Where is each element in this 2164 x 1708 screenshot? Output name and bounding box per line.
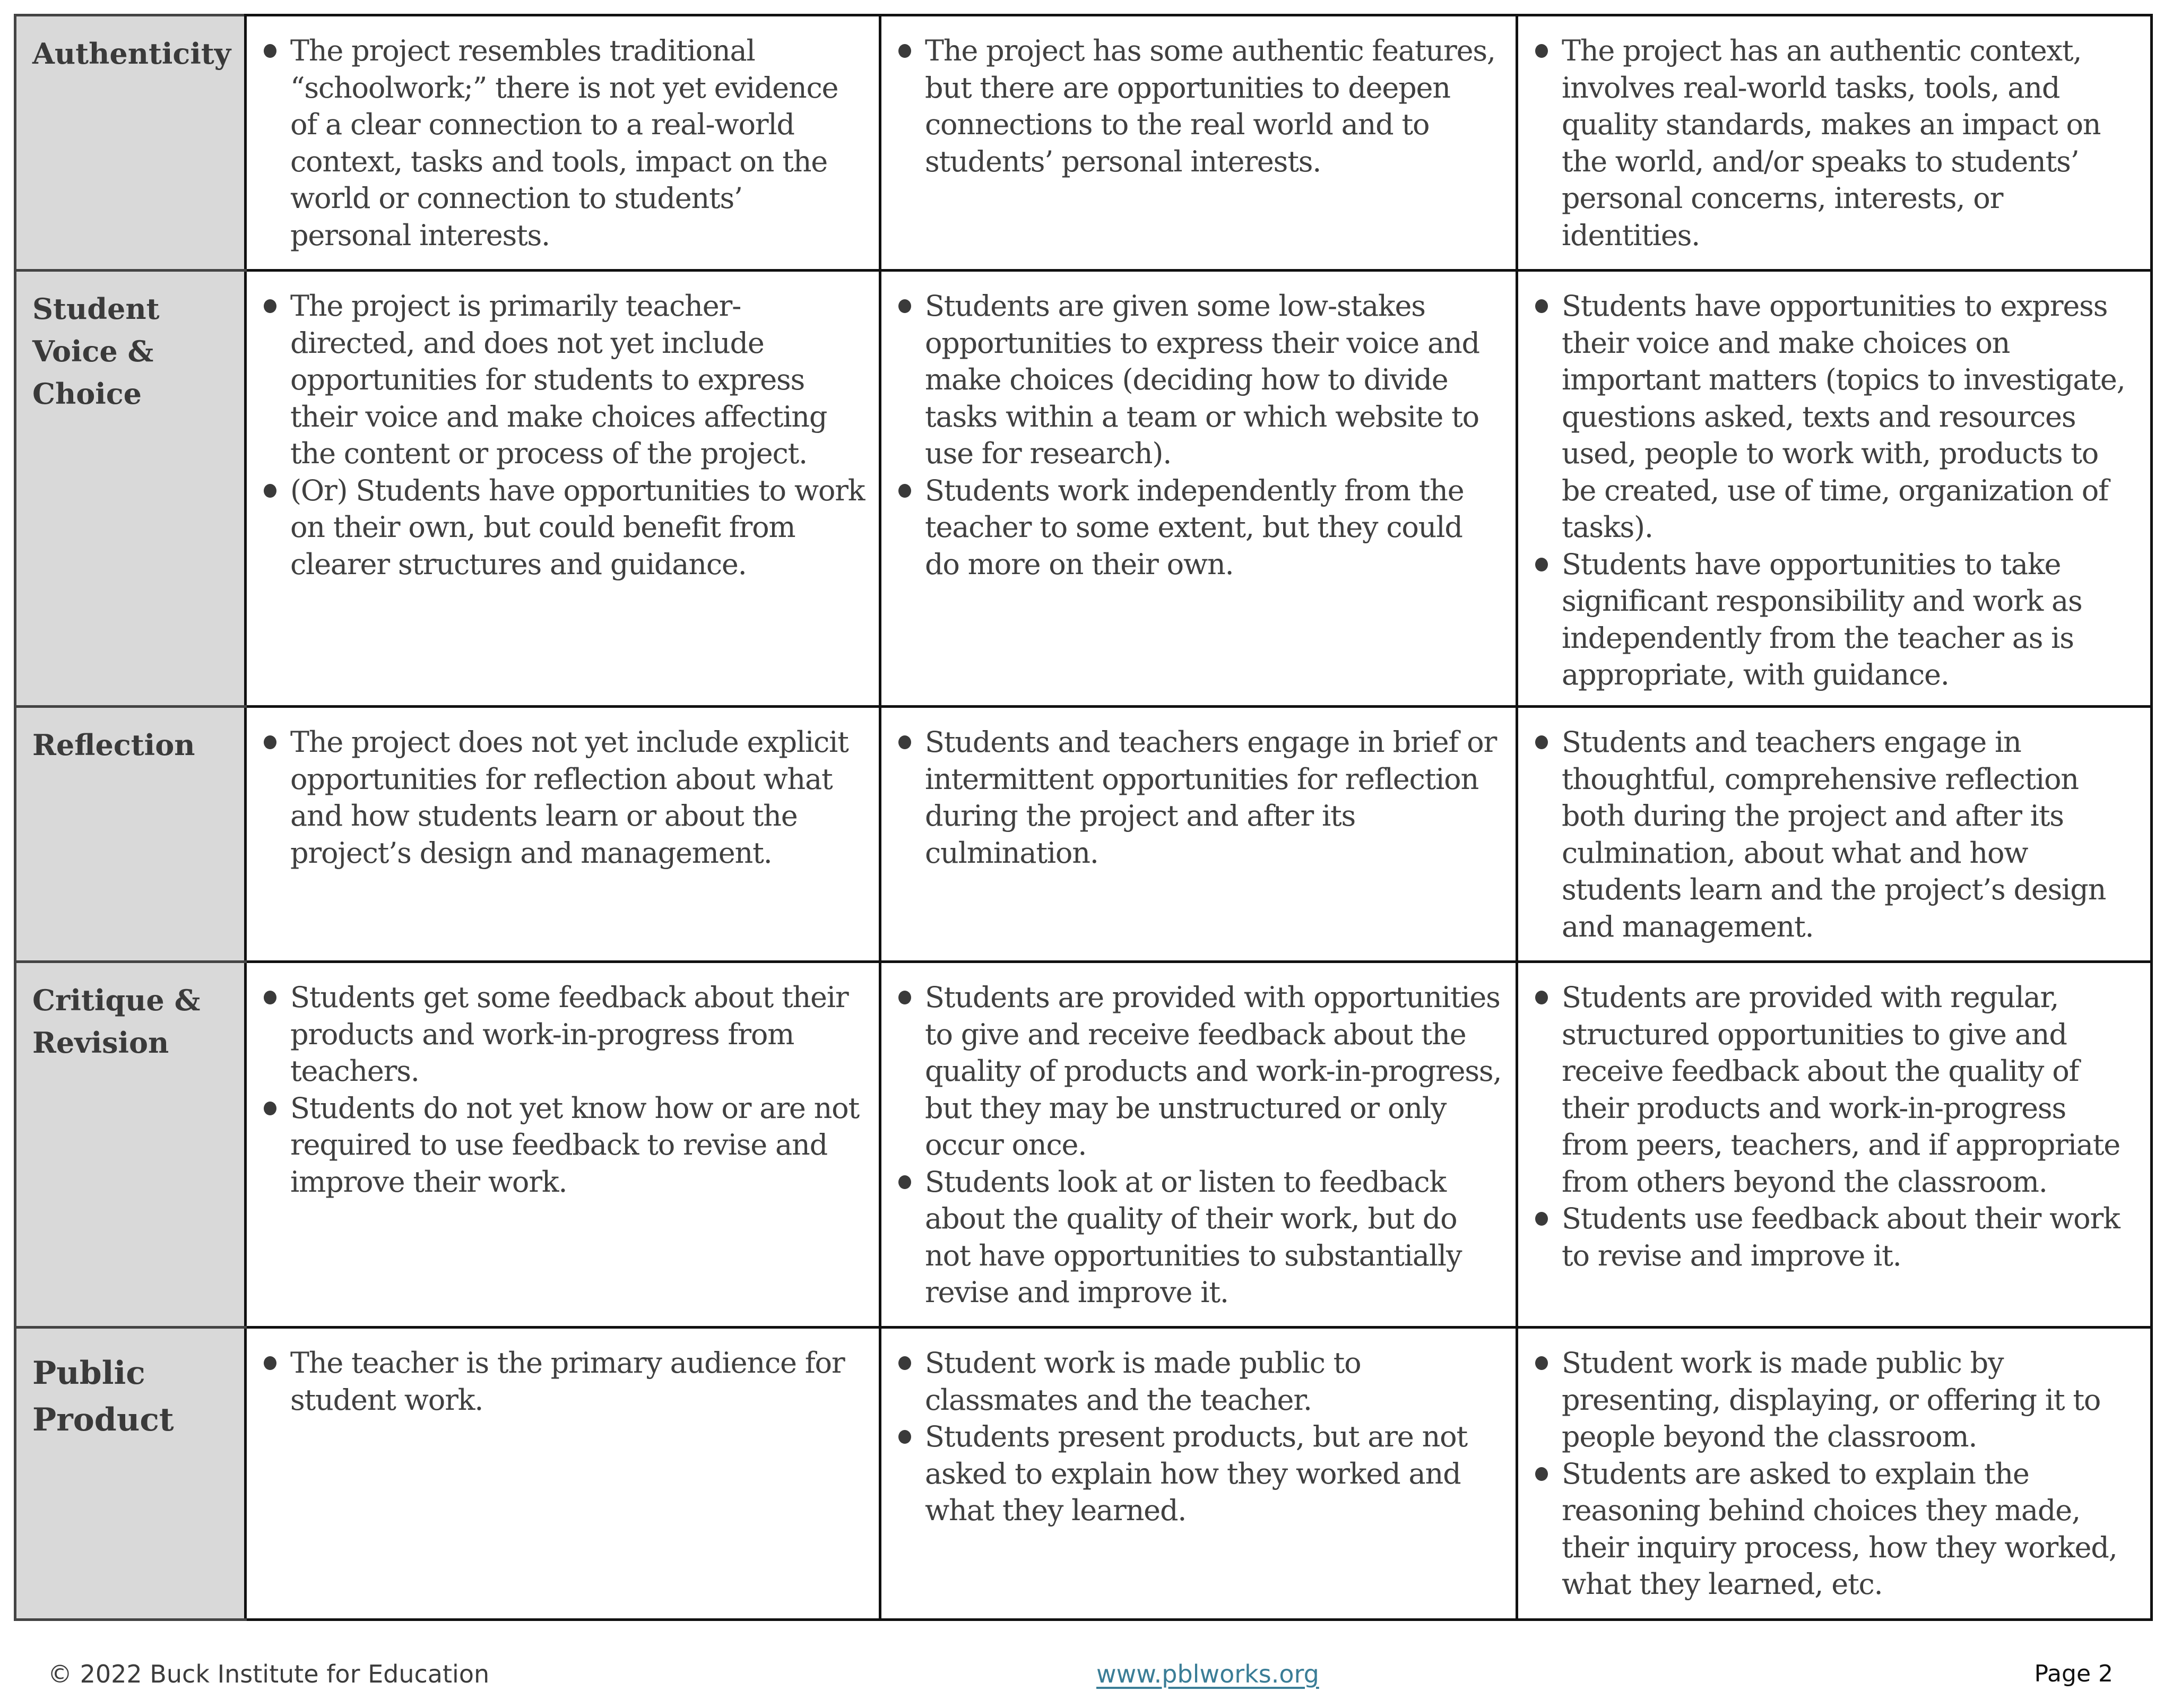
list-item: (Or) Students have opportunities to work on their own, but could benefit from clearer structures and guidance. xyxy=(263,472,865,583)
level-cell-2 xyxy=(880,1328,1517,1620)
level-cell-3 xyxy=(1517,962,2152,1328)
criterion-cell xyxy=(15,1328,246,1620)
list-item: Students do not yet know how or are not required to use feedback to revise and improve their work. xyxy=(263,1090,865,1201)
bullet-icon xyxy=(264,1356,276,1370)
list-item: The project resembles traditional “schoolwork;” there is not yet evidence of a clear connection to a real-world context, tasks and tools, impact on the world or connection to students’ personal interests. xyxy=(263,32,865,254)
rubric-table xyxy=(14,14,2153,1621)
bullet-icon xyxy=(898,484,911,498)
level-cell-2 xyxy=(880,271,1517,707)
list-item: Students get some feedback about their products and work-in-progress from teachers. xyxy=(263,979,865,1090)
bullet-icon xyxy=(1535,1356,1548,1370)
list-item: Students work independently from the teacher to some extent, but they could do more on their own. xyxy=(897,472,1502,583)
list-item: Students have opportunities to take significant responsibility and work as independently from the teacher as is appropriate, with guidance. xyxy=(1534,546,2136,693)
rubric-row-student-voice-choice xyxy=(15,271,2152,707)
rubric-row-public-product xyxy=(15,1328,2152,1620)
bullet-icon xyxy=(898,991,911,1004)
level-cell-2 xyxy=(880,707,1517,962)
bullet-icon xyxy=(898,1175,911,1189)
rubric-row-reflection xyxy=(15,707,2152,962)
bullet-icon xyxy=(264,44,276,58)
level-cell-1 xyxy=(246,1328,880,1620)
bullet-icon xyxy=(264,735,276,749)
list-item: The project is primarily teacher-directed, and does not yet include opportunities for students to express their voice and make choices affecting the content or process of the project. xyxy=(263,288,865,472)
level-cell-3 xyxy=(1517,707,2152,962)
level-cell-2 xyxy=(880,15,1517,271)
list-item: The project has some authentic features, but there are opportunities to deepen connections to the real world and to students’ personal interests. xyxy=(897,32,1502,180)
bullet-icon xyxy=(898,44,911,58)
bullet-icon xyxy=(264,991,276,1004)
criterion-label: Public Product xyxy=(32,1355,174,1438)
bullet-icon xyxy=(1535,44,1548,58)
list-item: Students and teachers engage in brief or intermittent opportunities for reflection during the project and after its culmination. xyxy=(897,724,1502,871)
bullet-icon xyxy=(264,299,276,313)
rubric-row-authenticity xyxy=(15,15,2152,271)
bullet-icon xyxy=(898,735,911,749)
level-cell-3 xyxy=(1517,1328,2152,1620)
criterion-cell xyxy=(15,707,246,962)
copyright-text: © 2022 Buck Institute for Education xyxy=(48,1660,490,1688)
website-link[interactable]: www.pblworks.org xyxy=(1096,1660,1319,1688)
bullet-icon xyxy=(1535,299,1548,313)
list-item: Students and teachers engage in thoughtful, comprehensive reflection both during the project and after its culmination, about what and how students learn and the project’s design and management. xyxy=(1534,724,2136,945)
list-item: The teacher is the primary audience for student work. xyxy=(263,1345,865,1418)
list-item: Students are given some low-stakes opportunities to express their voice and make choices (deciding how to divide tasks within a team or which website to use for research). xyxy=(897,288,1502,472)
level-cell-1 xyxy=(246,707,880,962)
list-item: Students look at or listen to feedback about the quality of their work, but do not have opportunities to substantially revise and improve it. xyxy=(897,1164,1502,1311)
bullet-icon xyxy=(264,484,276,498)
bullet-icon xyxy=(1535,1467,1548,1481)
level-cell-1 xyxy=(246,15,880,271)
list-item: The project has an authentic context, involves real-world tasks, tools, and quality standards, makes an impact on the world, and/or speaks to students’ personal concerns, interests, or identities. xyxy=(1534,32,2136,254)
level-cell-1 xyxy=(246,962,880,1328)
bullet-icon xyxy=(1535,735,1548,749)
bullet-icon xyxy=(898,299,911,313)
bullet-icon xyxy=(898,1430,911,1444)
level-cell-3 xyxy=(1517,271,2152,707)
bullet-icon xyxy=(1535,991,1548,1004)
page-footer xyxy=(0,1655,2164,1693)
level-cell-2 xyxy=(880,962,1517,1328)
criterion-cell xyxy=(15,15,246,271)
criterion-cell xyxy=(15,962,246,1328)
rubric-row-critique-revision xyxy=(15,962,2152,1328)
list-item: Student work is made public by presenting, displaying, or offering it to people beyond the classroom. xyxy=(1534,1345,2136,1455)
criterion-label: Reflection xyxy=(32,728,195,762)
criterion-label: Authenticity xyxy=(32,37,231,71)
bullet-icon xyxy=(1535,1212,1548,1226)
list-item: The project does not yet include explicit opportunities for reflection about what and how students learn or about the project’s design and management. xyxy=(263,724,865,871)
criterion-label: Critique & Revision xyxy=(32,983,201,1060)
bullet-icon xyxy=(264,1102,276,1115)
criterion-cell xyxy=(15,271,246,707)
criterion-label: Student Voice & Choice xyxy=(32,292,160,411)
list-item: Students are asked to explain the reasoning behind choices they made, their inquiry process, how they worked, what they learned, etc. xyxy=(1534,1455,2136,1603)
list-item: Student work is made public to classmates and the teacher. xyxy=(897,1345,1502,1418)
list-item: Students are provided with regular, structured opportunities to give and receive feedback about the quality of their products and work-in-progress from peers, teachers, and if appropriate from others beyond the classroom. xyxy=(1534,979,2136,1200)
bullet-icon xyxy=(898,1356,911,1370)
list-item: Students are provided with opportunities to give and receive feedback about the quality of products and work-in-progress, but they may be unstructured or only occur once. xyxy=(897,979,1502,1164)
list-item: Students use feedback about their work to revise and improve it. xyxy=(1534,1200,2136,1274)
level-cell-3 xyxy=(1517,15,2152,271)
bullet-icon xyxy=(1535,558,1548,571)
list-item: Students present products, but are not asked to explain how they worked and what they learned. xyxy=(897,1418,1502,1529)
list-item: Students have opportunities to express their voice and make choices on important matters (topics to investigate, questions asked, texts and resources used, people to work with, products to be created, use of time, organization of tasks). xyxy=(1534,288,2136,546)
level-cell-1 xyxy=(246,271,880,707)
page-number: Page 2 xyxy=(2034,1660,2113,1687)
